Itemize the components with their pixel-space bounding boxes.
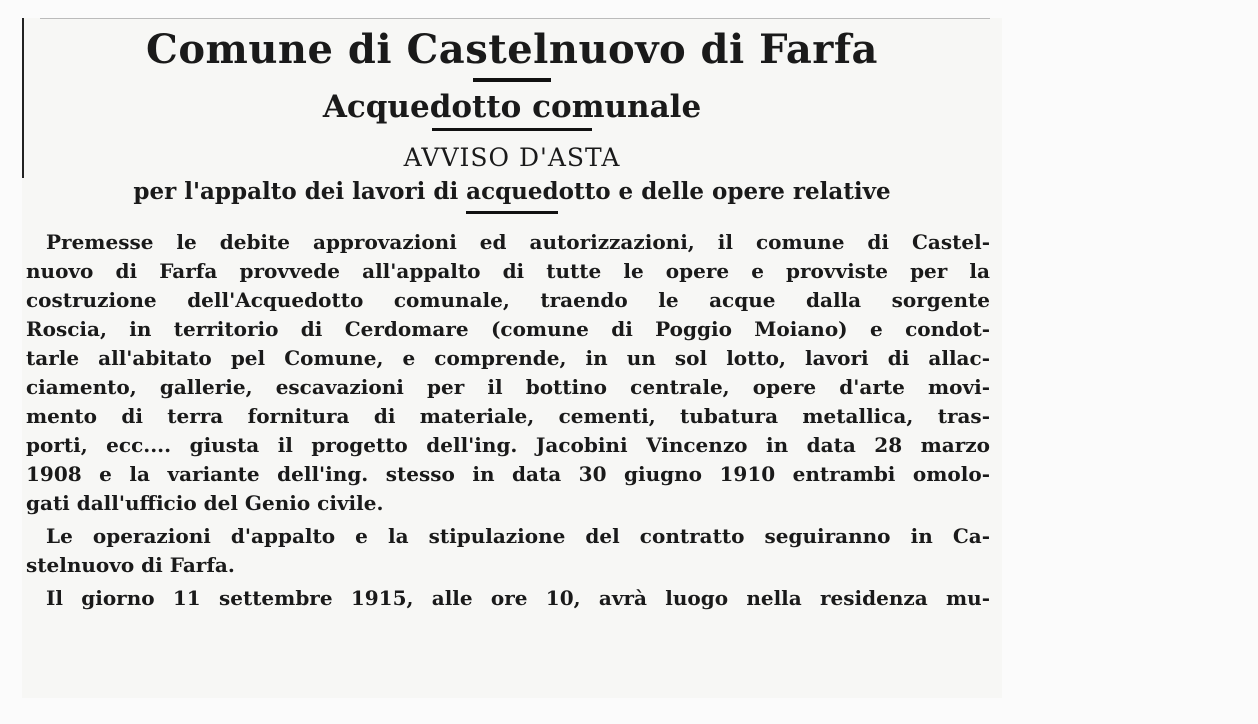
body-line: mento di terra fornitura di materiale, cementi, tubatura metallica, tras- [26, 404, 990, 428]
body-line: stelnuovo di Farfa. [26, 553, 235, 577]
notice-title: AVVISO D'ASTA [403, 143, 621, 172]
body-line: costruzione dell'Acquedotto comunale, traendo le acque dalla sorgente [26, 288, 990, 312]
subhead-divider [432, 128, 592, 131]
headline: Comune di Castelnuovo di Farfa [146, 26, 878, 73]
body-line: Il giorno 11 settembre 1915, alle ore 10, avrà luogo nella residenza mu- [46, 586, 990, 610]
subhead: Acquedotto comunale [322, 89, 702, 125]
body-line: Roscia, in territorio di Cerdomare (comune di Poggio Moiano) e condot- [26, 317, 990, 341]
body-line: porti, ecc.... giusta il progetto dell'ing. Jacobini Vincenzo in data 28 marzo [26, 433, 990, 457]
body-line: gati dall'ufficio del Genio civile. [26, 491, 384, 515]
body-line: 1908 e la variante dell'ing. stesso in data 30 giugno 1910 entrambi omolo- [26, 462, 990, 486]
body-line: tarle all'abitato pel Comune, e comprende, in un sol lotto, lavori di allac- [26, 346, 990, 370]
body-line: ciamento, gallerie, escavazioni per il bottino centrale, opere d'arte movi- [26, 375, 990, 399]
notice-article [22, 22, 1002, 613]
subject-divider [466, 211, 558, 214]
notice-body [22, 228, 1002, 613]
top-rule [40, 18, 990, 19]
headline-divider [473, 78, 551, 82]
body-line: Le operazioni d'appalto e la stipulazione del contratto seguiranno in Ca- [46, 524, 990, 548]
notice-subject: per l'appalto dei lavori di acquedotto e delle opere relative [133, 178, 891, 205]
body-line: nuovo di Farfa provvede all'appalto di tutte le opere e provviste per la [26, 259, 990, 283]
body-line: Premesse le debite approvazioni ed autorizzazioni, il comune di Castel- [46, 230, 990, 254]
